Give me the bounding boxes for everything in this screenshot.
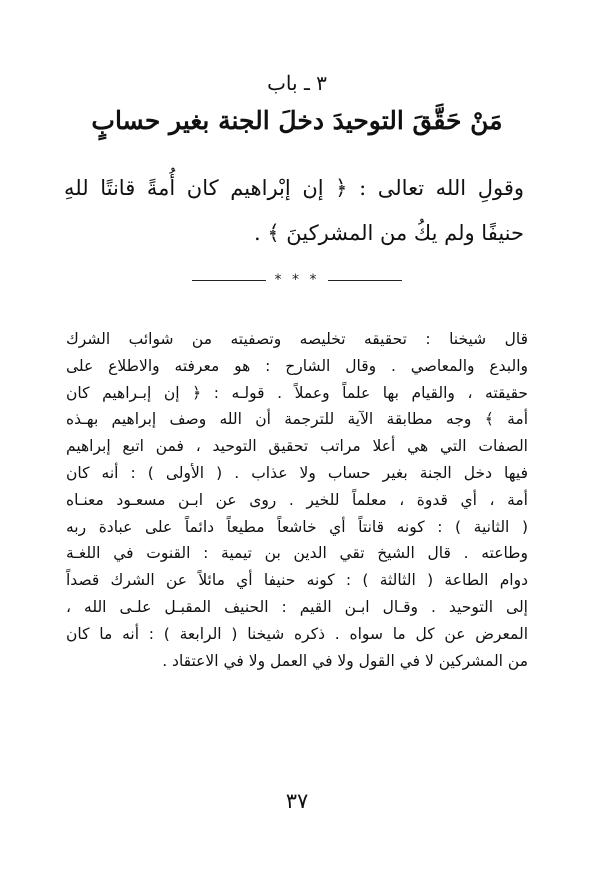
divider-rule-right bbox=[328, 280, 402, 281]
text-line: قال شيخنا : تحقيقه تخليصه وتصفيته من شوائب الشرك bbox=[66, 330, 528, 348]
text-line: حقيقته ، والقيام بها علماً وعملاً . قولـه : ﴿ إن إبـراهيم كان bbox=[66, 383, 528, 402]
quranic-verse: وقولِ الله تعالى : ﴿ إن إبْراهيم كان أُمةً قانتًا للهِ حنيفًا ولم يكُ من المشركينَ ﴾ . bbox=[64, 176, 524, 245]
chapter-label: ٣ ـ باب bbox=[267, 71, 327, 95]
text-line: إلى التوحيد . وقـال ابـن القيم : الحنيف المقبـل علـى الله ، bbox=[66, 597, 528, 616]
page-number: ٣٧ bbox=[285, 789, 309, 813]
text-line: ( الثانية ) : كونه قانتاً أي خاشعاً مطيعاً دائماً على عبادة ربه bbox=[66, 517, 528, 536]
text-line: من المشركين لا في القول ولا في العمل ولا في الاعتقاد . bbox=[162, 651, 528, 670]
text-line: فيها دخل الجنة بغير حساب ولا عذاب . ( الأولى ) : أنه كان bbox=[66, 463, 528, 482]
text-line: وطاعته . قال الشيخ تقي الدين بن تيمية : القنوت في اللغـة bbox=[66, 544, 528, 563]
commentary-text bbox=[66, 326, 528, 674]
divider-stars: * * * bbox=[274, 272, 320, 288]
text-line: دوام الطاعة ( الثالثة ) : كونه حنيفا أي مائلاً عن الشرك قصداً bbox=[66, 571, 528, 590]
divider-rule-left bbox=[192, 280, 266, 281]
text-line: الصفات التي هي أعلا مراتب تحقيق التوحيد ، فمن اتبع إبراهيم bbox=[66, 437, 528, 456]
text-line: أمة ، أي قدوة ، معلماً للخير . روى عن ابـن مسعـود معنـاه bbox=[66, 490, 528, 509]
chapter-title: مَنْ حَقَّقَ التوحيدَ دخلَ الجنة بغير حسابٍ bbox=[91, 106, 503, 135]
section-divider bbox=[0, 270, 594, 290]
text-line: أمة ﴾ وجه مطابقة الآية للترجمة أن الله وصف إبراهيم بهـذه bbox=[66, 410, 528, 429]
text-line: والبدع والمعاصي . وقال الشارح : هو معرفته والاطلاع على bbox=[66, 356, 528, 375]
text-line: المعرض عن كل ما سواه . ذكره شيخنا ( الرابعة ) : أنه ما كان bbox=[66, 624, 528, 643]
